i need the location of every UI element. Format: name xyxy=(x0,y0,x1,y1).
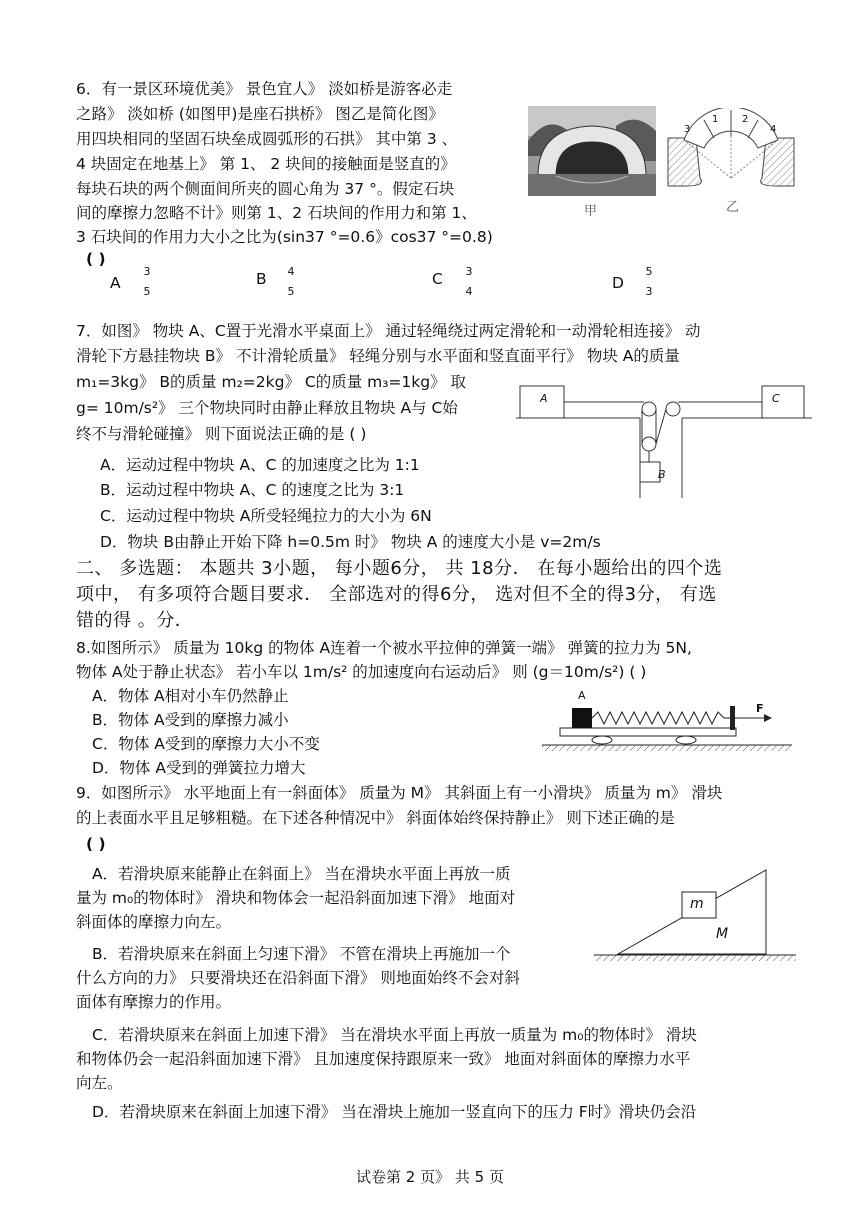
q6-option-d-label: D xyxy=(612,274,624,292)
denominator: 4 xyxy=(465,285,473,298)
q6-answer-paren: ( ) xyxy=(86,250,106,268)
q6-option-b-fraction xyxy=(284,266,298,298)
q6-line-3: 用四块相同的坚固石块垒成圆弧形的石拱》 其中第 3 、 xyxy=(76,130,458,148)
q8-option-d: D．物体 A受到的弹簧拉力增大 xyxy=(92,759,306,777)
q6-option-c-fraction xyxy=(462,266,476,298)
q9-b-line-1: B．若滑块原来在斜面上匀速下滑》 不管在滑块上再施加一个 xyxy=(92,945,511,963)
q8-option-a: A．物体 A相对小车仍然静止 xyxy=(92,687,289,705)
q9-fig-label-m: m xyxy=(690,896,704,912)
q9-c-line-2: 和物体仍会一起沿斜面加速下滑》 且加速度保持跟原来一致》 地面对斜面体的摩擦力水平 xyxy=(76,1050,691,1068)
q7-line-2: 滑轮下方悬挂物块 B》 不计滑轮质量》 轻绳分别与水平面和竖直面平行》 物块 A的质量 xyxy=(76,347,680,365)
q6-option-b-label: B xyxy=(256,270,267,288)
q9-line-2: 的上表面水平且足够粗糙。在下述各种情况中》 斜面体始终保持静止》 则下述正确的是 xyxy=(76,809,675,827)
q6-line-6: 间的摩擦力忽略不计》则第 1、2 石块间的作用力和第 1、 xyxy=(76,204,477,222)
q7-fig-label-b: B xyxy=(658,468,666,481)
section-2-line-3: 错的得 。分． xyxy=(76,610,194,631)
q9-b-line-2: 什么方向的力》 只要滑块还在沿斜面下滑》 则地面始终不会对斜 xyxy=(76,969,520,987)
fig-label-jia: 甲 xyxy=(584,204,598,219)
block-number-2: 2 xyxy=(742,114,749,125)
q8-line-1: 8.如图所示》 质量为 10kg 的物体 A连着一个被水平拉伸的弹簧一端》 弹簧的拉力为 5N, xyxy=(76,639,692,657)
q7-fig-label-a: A xyxy=(540,392,548,405)
q6-line-4: 4 块固定在地基上》 第 1、 2 块间的接触面是竖直的》 xyxy=(76,155,456,173)
q7-line-1: 7．如图》 物块 A、C置于光滑水平桌面上》 通过轻绳绕过两定滑轮和一动滑轮相连接》 动 xyxy=(76,322,701,340)
q8-option-c: C．物体 A受到的摩擦力大小不变 xyxy=(92,735,320,753)
block-number-3: 3 xyxy=(684,124,691,135)
q7-line-3: m₁=3kg》 B的质量 m₂=2kg》 C的质量 m₃=1kg》 取 xyxy=(76,373,467,391)
arch-diagram xyxy=(666,108,796,190)
q7-line-4: g= 10m/s²》 三个物块同时由静止释放且物块 A与 C始 xyxy=(76,399,458,417)
q9-fig-label-big-m: M xyxy=(716,926,729,942)
q7-option-a: A．运动过程中物块 A、C 的加速度之比为 1:1 xyxy=(100,456,420,474)
q7-line-5: 终不与滑轮碰撞》 则下面说法正确的是 ( ) xyxy=(76,425,367,443)
denominator: 5 xyxy=(143,285,151,298)
q6-option-a-fraction xyxy=(140,266,154,298)
section-2-line-1: 二、 多选题： 本题共 3小题， 每小题6分， 共 18分． 在每小题给出的四个选 xyxy=(76,558,723,579)
q6-line-5: 每块石块的两个侧面间所夹的圆心角为 37 °。假定石块 xyxy=(76,180,455,198)
q6-option-d-fraction xyxy=(642,266,656,298)
q8-fig-label-a: A xyxy=(578,689,586,702)
q7-fig-label-c: C xyxy=(772,392,780,405)
q9-c-line-3: 向左。 xyxy=(76,1074,123,1092)
q6-line-2: 之路》 淡如桥 (如图甲)是座石拱桥》 图乙是简化图》 xyxy=(76,105,444,123)
page-footer: 试卷第 2 页》 共 5 页 xyxy=(356,1168,504,1186)
q9-line-1: 9．如图所示》 水平地面上有一斜面体》 质量为 M》 其斜面上有一小滑块》 质量为 m》 滑块 xyxy=(76,784,723,802)
fig-label-yi: 乙 xyxy=(726,200,740,215)
numerator: 5 xyxy=(645,265,653,278)
q6-option-a-label: A xyxy=(110,274,121,292)
q6-option-c-label: C xyxy=(432,270,443,288)
q8-line-2: 物体 A处于静止状态》 若小车以 1m/s² 的加速度向右运动后》 则 (g＝10m/s²) ( ) xyxy=(76,663,647,681)
q6-line-7: 3 石块间的作用力大小之比为(sin37 °=0.6》cos37 °=0.8) xyxy=(76,228,493,246)
numerator: 3 xyxy=(465,265,473,278)
q8-option-b: B．物体 A受到的摩擦力减小 xyxy=(92,711,289,729)
q9-c-line-1: C．若滑块原来在斜面上加速下滑》 当在滑块水平面上再放一质量为 m₀的物体时》 滑块 xyxy=(92,1026,697,1044)
q9-a-line-2: 量为 m₀的物体时》 滑块和物体会一起沿斜面加速下滑》 地面对 xyxy=(76,889,516,907)
q9-b-line-3: 面体有摩擦力的作用。 xyxy=(76,993,232,1011)
q7-option-c: C．运动过程中物块 A所受轻绳拉力的大小为 6N xyxy=(100,507,432,525)
block-number-1: 1 xyxy=(712,114,719,125)
q9-answer-paren: ( ) xyxy=(86,835,106,853)
incline-diagram xyxy=(594,864,796,964)
q9-d-line-1: D．若滑块原来在斜面上加速下滑》 当在滑块上施加一竖直向下的压力 F时》滑块仍会沿 xyxy=(92,1103,697,1121)
denominator: 5 xyxy=(287,285,295,298)
q9-a-line-1: A．若滑块原来能静止在斜面上》 当在滑块水平面上再放一质 xyxy=(92,865,511,883)
q8-fig-label-f: F xyxy=(756,702,764,715)
section-2-line-2: 项中， 有多项符合题目要求． 全部选对的得6分， 选对但不全的得3分， 有选 xyxy=(76,584,717,605)
q7-option-b: B．运动过程中物块 A、C 的速度之比为 3:1 xyxy=(100,481,405,499)
q6-line-1: 6．有一景区环境优美》 景色宜人》 淡如桥是游客必走 xyxy=(76,80,453,98)
numerator: 3 xyxy=(143,265,151,278)
block-number-4: 4 xyxy=(770,124,777,135)
q7-option-d: D．物块 B由静止开始下降 h=0.5m 时》 物块 A 的速度大小是 v=2m/s xyxy=(100,533,601,551)
numerator: 4 xyxy=(287,265,295,278)
denominator: 3 xyxy=(645,285,653,298)
bridge-photo xyxy=(528,106,656,196)
q9-a-line-3: 斜面体的摩擦力向左。 xyxy=(76,913,232,931)
